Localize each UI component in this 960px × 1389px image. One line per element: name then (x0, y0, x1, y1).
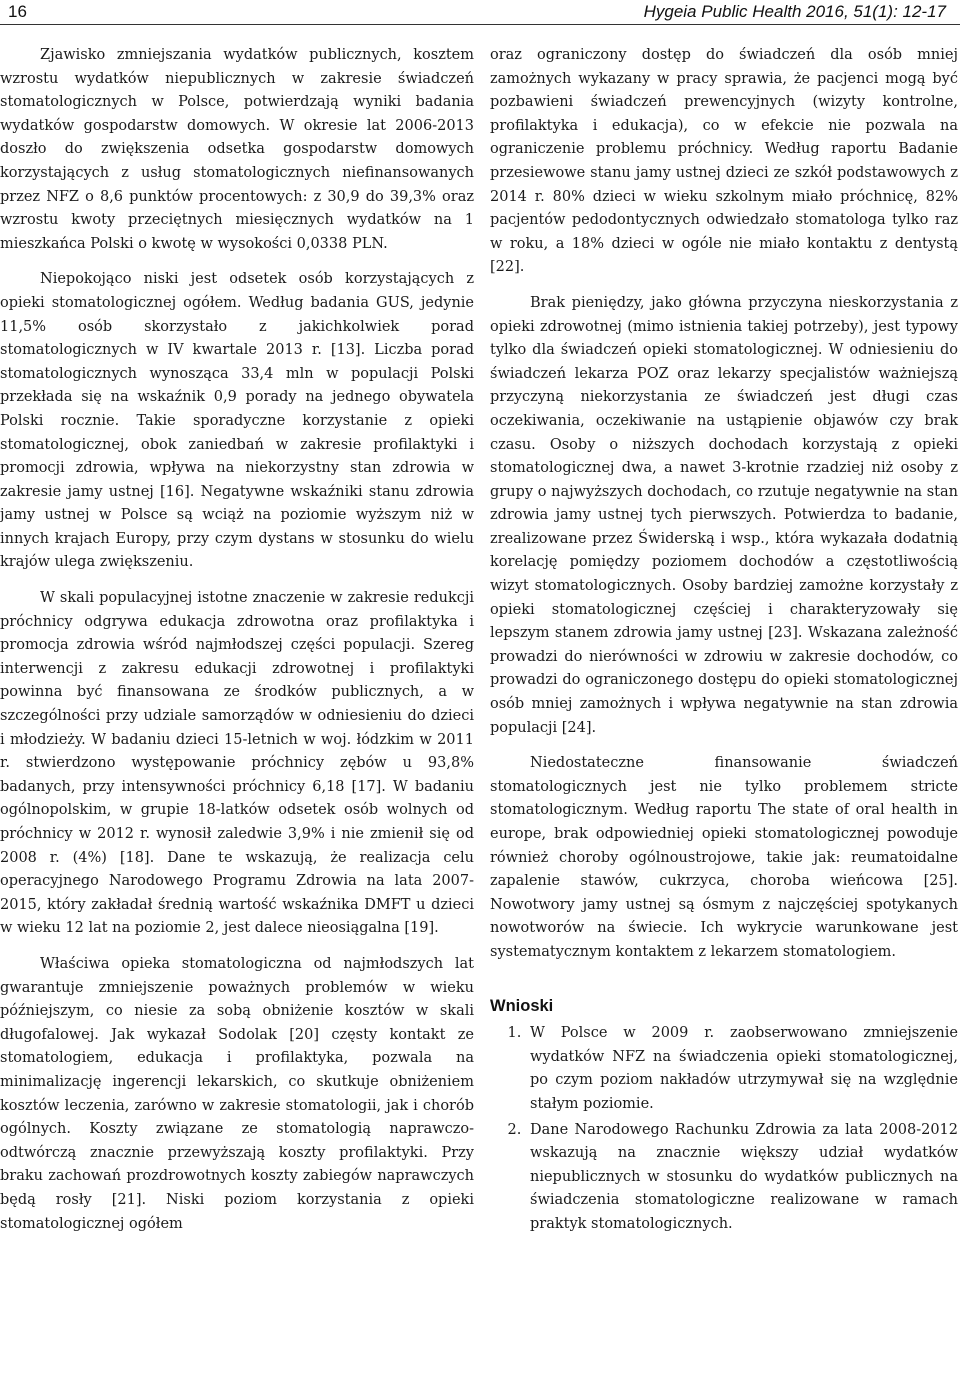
body-paragraph: W skali populacyjnej istotne znaczenie w zakresie redukcji próchnicy odgrywa edukacja zdrowotna oraz profilaktyka i promocja zdrowia wśród najmłodszej części populacji. Szereg interwencji z zakresu edukacji zdrowotnej i profilaktyki powinna być finansowana ze środków publicznych, a w szczególności przy udziale samorządów w odniesieniu do dzieci i młodzieży. W badaniu dzieci 15-letnich w woj. łódzkim w 2011 r. stwierdzono występowanie próchnicy zębów u 93,8% badanych, przy intensywności próchnicy 6,18 [17]. W badaniu ogólnopolskim, w grupie 18-latków odsetek osób wolnych od próchnicy w 2012 r. wynosił zaledwie 3,9% i nie zmienił się od 2008 r. (4%) [18]. Dane te wskazują, że realizacja celu operacyjnego Narodowego Programu Zdrowia na lata 2007-2015, który zakładał średnią wartość wskaźnika DMFT u dzieci w wieku 12 lat na poziomie 2, jest dalece nieosiągalna [19]. (0, 590, 474, 937)
body-paragraph: Niepokojąco niski jest odsetek osób korzystających z opieki stomatologicznej ogółem. Według badania GUS, jedynie 11,5% osób skorzystało z jakichkolwiek porad stomatologicznych w IV kwartale 2013 r. [13]. Liczba porad stomatologicznych wynosząca 33,4 mln w populacji Polski przekłada się na wskaźnik 0,9 porady na jednego obywatela Polski rocznie. Takie sporadyczne korzystanie z opieki stomatologicznej, obok zaniedbań w zakresie profilaktyki i promocji zdrowia, wpływa na niekorzystny stan zdrowia w zakresie jamy ustnej [16]. Negatywne wskaźniki stanu zdrowia jamy ustnej w Polsce są wciąż na poziomie wyższym niż w innych krajach Europy, przy czym dystans w stosunku do wielu krajów ulega zwiększeniu. (0, 271, 474, 571)
conclusion-item: 1. W Polsce w 2009 r. zaobserwowano zmniejszenie wydatków NFZ na świadczenia opieki stomatologicznej, po czym poziom nakładów utrzymywał się na względnie stałym poziomie. (526, 1022, 958, 1116)
journal-reference: Hygeia Public Health 2016, 51(1): 12-17 (643, 2, 946, 21)
header-rule (0, 24, 960, 25)
page-number: 16 (8, 2, 27, 21)
body-paragraph: Właściwa opieka stomatologiczna od najmłodszych lat gwarantuje zmniejszenie poważnych problemów w wieku późniejszym, co niesie za sobą obniżenie kosztów w skali długofalowej. Jak wykazał Sodolak [20] częsty kontakt ze stomatologiem, edukacja i profilaktyka, pozwala na minimalizację ingerencji lekarskich, co skutkuje obniżeniem kosztów leczenia, zarówno w zakresie stomatologii, jak i chorób ogólnych. Koszty związane ze stomatologią naprawczo-odtwórczą znacznie przewyższają koszty profilaktyki. Przy braku zachowań prozdrowotnych koszty zabiegów naprawczych będą rosły [21]. Niski poziom korzystania z opieki stomatologicznej ogółem (0, 955, 474, 1232)
right-column (490, 44, 958, 1239)
section-heading-conclusions: Wnioski (490, 996, 554, 1015)
body-paragraph: Zjawisko zmniejszania wydatków publicznych, kosztem wzrostu wydatków niepublicznych w zakresie świadczeń stomatologicznych w Polsce, potwierdzają wyniki badania wydatków gospodarstw domowych. W okresie lat 2006-2013 doszło do zwiększenia odsetka gospodarstw domowych korzystających z usług stomatologicznych niefinansowanych przez NFZ o 8,6 punktów procentowych: z 30,9 do 39,3% oraz wzrostu kwoty przeciętnych miesięcznych wydatków na 1 mieszkańca Polski o kwotę w wysokości 0,0338 PLN. (0, 47, 474, 252)
body-paragraph: Niedostateczne finansowanie świadczeń stomatologicznych jest nie tylko problemem stricte stomatologicznym. Według raportu The state of oral health in europe, brak odpowiedniej opieki stomatologicznej powoduje również choroby ogólnoustrojowe, takie jak: reumatoidalne zapalenie stawów, cukrzyca, choroba wieńcowa [25]. Nowotwory jamy ustnej są ósmym z najczęściej spotykanych nowotworów na świecie. Ich wykrycie warunkowane jest systematycznym kontaktem z lekarzem stomatologiem. (490, 755, 958, 960)
conclusion-item: 2. Dane Narodowego Rachunku Zdrowia za lata 2008-2012 wskazują na znacznie większy udział wydatków niepublicznych w stosunku do wydatków publicznych na świadczenia stomatologiczne realizowane w ramach praktyk stomatologicznych. (526, 1119, 958, 1237)
left-column (0, 44, 474, 1236)
running-header (0, 0, 960, 28)
conclusions-list (490, 1022, 958, 1236)
body-paragraph: Brak pieniędzy, jako główna przyczyna nieskorzystania z opieki zdrowotnej (mimo istnienia takiej potrzeby), jest typowy tylko dla świadczeń opieki stomatologicznej. W odniesieniu do świadczeń lekarza POZ oraz lekarzy specjalistów ważniejszą przyczyną niekorzystania ze świadczeń jest długi czas oczekiwania, oczekiwanie na ustąpienie objawów czy brak czasu. Osoby o niższych dochodach korzystają z opieki stomatologicznej dwa, a nawet 3-krotnie rzadziej niż osoby z grupy o najwyższych dochodach, co rzutuje negatywnie na stan zdrowia jamy ustnej tych pierwszych. Potwierdza to badanie, zrealizowane przez Świderską i wsp., która wykazała dodatnią korelację pomiędzy poziomem dochodów a częstotliwością wizyt stomatologicznych. Osoby bardziej zamożne korzystały z opieki stomatologicznej częściej i charakteryzowały się lepszym stanem zdrowia jamy ustnej [23]. Wskazana zależność prowadzi do nierówności w zdrowiu w zakresie dochodów, co prowadzi do ograniczonego dostępu do opieki stomatologicznej osób mniej zamożnych i wpływa negatywnie na stan zdrowia populacji [24]. (490, 294, 958, 736)
body-paragraph-continuation: oraz ograniczony dostęp do świadczeń dla osób mniej zamożnych wykazany w pracy sprawia, że pacjenci mogą być pozbawieni świadczeń prewencyjnych (wizyty kontrolne, profilaktyka i edukacja), co w efekcie nie pozwala na ograniczenie problemu próchnicy. Według raportu Badanie przesiewowe stanu jamy ustnej dzieci ze szkół podstawowych z 2014 r. 80% dzieci w wieku szkolnym miało próchnicę, 82% pacjentów pedodontycznych odwiedzało stomatologa tylko raz w roku, a 18% dzieci w ogóle nie miało kontaktu z dentystą [22]. (490, 47, 958, 276)
